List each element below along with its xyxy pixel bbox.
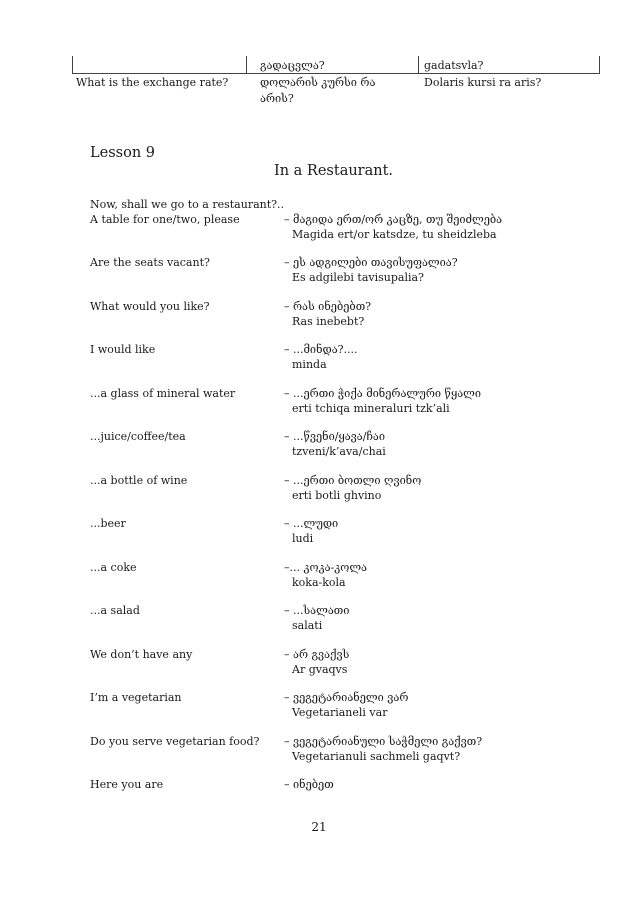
- phrase-georgian: – ...ერთი ჭიქა მინერალური წყალი: [284, 387, 482, 400]
- phrase-transliteration: tzveni/k’ava/chai: [292, 445, 386, 458]
- phrase-georgian: –... კოკა-კოლა: [284, 561, 367, 574]
- phrase-english: What would you like?: [90, 300, 210, 313]
- phrase-english: Do you serve vegetarian food?: [90, 735, 260, 748]
- lesson-label: Lesson 9: [90, 145, 155, 161]
- phrase-english: A table for one/two, please: [90, 213, 240, 226]
- phrase-transliteration: erti tchiqa mineraluri tzk’ali: [292, 402, 450, 415]
- phrase-transliteration: erti botli ghvino: [292, 489, 382, 502]
- phrase-georgian: – ვეგეტარიანული საჭმელი გაქვთ?: [284, 735, 483, 748]
- intro-line: Now, shall we go to a restaurant?..: [90, 198, 285, 211]
- phrase-transliteration: salati: [292, 619, 323, 632]
- phrase-georgian: – ...სალათი: [284, 604, 350, 617]
- phrase-english: ...a glass of mineral water: [90, 387, 236, 400]
- phrase-english: ...a salad: [90, 604, 140, 617]
- phrase-transliteration: Vegetarianuli sachmeli gaqvt?: [292, 750, 461, 763]
- phrase-georgian: – ...ერთი ბოთლი ღვინო: [284, 474, 422, 487]
- phrase-transliteration: Ras inebebt?: [292, 315, 365, 328]
- table-translit: gadatsvla?: [424, 59, 484, 72]
- phrase-transliteration: Ar gvaqvs: [292, 663, 348, 676]
- phrase-english: Are the seats vacant?: [90, 256, 210, 269]
- phrase-georgian: – მაგიდა ერთ/ორ კაცზე, თუ შეიძლება: [284, 213, 503, 226]
- phrase-english: ...a coke: [90, 561, 137, 574]
- section-heading: In a Restaurant.: [274, 163, 394, 179]
- phrase-english: Here you are: [90, 778, 164, 791]
- phrase-table-fragment: [72, 56, 600, 106]
- table-border: [72, 56, 73, 73]
- phrase-georgian: – ...ლუდი: [284, 517, 339, 530]
- phrase-transliteration: minda: [292, 358, 327, 371]
- page-number: 21: [311, 820, 327, 834]
- phrase-transliteration: koka-kola: [292, 576, 346, 589]
- phrase-english: ...beer: [90, 517, 126, 530]
- phrase-georgian: – რას ინებებთ?: [284, 300, 372, 313]
- phrase-english: ...a bottle of wine: [90, 474, 188, 487]
- phrase-english: I’m a vegetarian: [90, 691, 182, 704]
- phrase-transliteration: Vegetarianeli var: [292, 706, 388, 719]
- phrase-georgian: – ინებეთ: [284, 778, 334, 791]
- phrase-georgian: – არ გვაქვს: [284, 648, 350, 661]
- table-english: What is the exchange rate?: [76, 76, 229, 89]
- phrase-english: I would like: [90, 343, 156, 356]
- phrase-georgian: – ეს ადგილები თავისუფალია?: [284, 256, 458, 269]
- phrase-georgian: – ...წვენი/ყავა/ჩაი: [284, 430, 386, 443]
- phrase-transliteration: ludi: [292, 532, 314, 545]
- phrase-georgian: – ...მინდა?....: [284, 343, 358, 356]
- phrase-english: We don’t have any: [90, 648, 193, 661]
- table-georgian: გადაცვლა?: [260, 59, 325, 72]
- table-georgian: დოლარის კურსი რა: [260, 76, 376, 89]
- phrase-georgian: – ვეგეტარიანელი ვარ: [284, 691, 409, 704]
- table-border: [599, 56, 600, 73]
- table-border: [246, 56, 247, 73]
- phrase-transliteration: Magida ert/or katsdze, tu sheidzleba: [292, 228, 497, 241]
- table-georgian: არის?: [260, 92, 294, 105]
- phrase-transliteration: Es adgilebi tavisupalia?: [292, 271, 424, 284]
- table-translit: Dolaris kursi ra aris?: [424, 76, 542, 89]
- phrase-english: ...juice/coffee/tea: [90, 430, 186, 443]
- table-border: [418, 56, 419, 73]
